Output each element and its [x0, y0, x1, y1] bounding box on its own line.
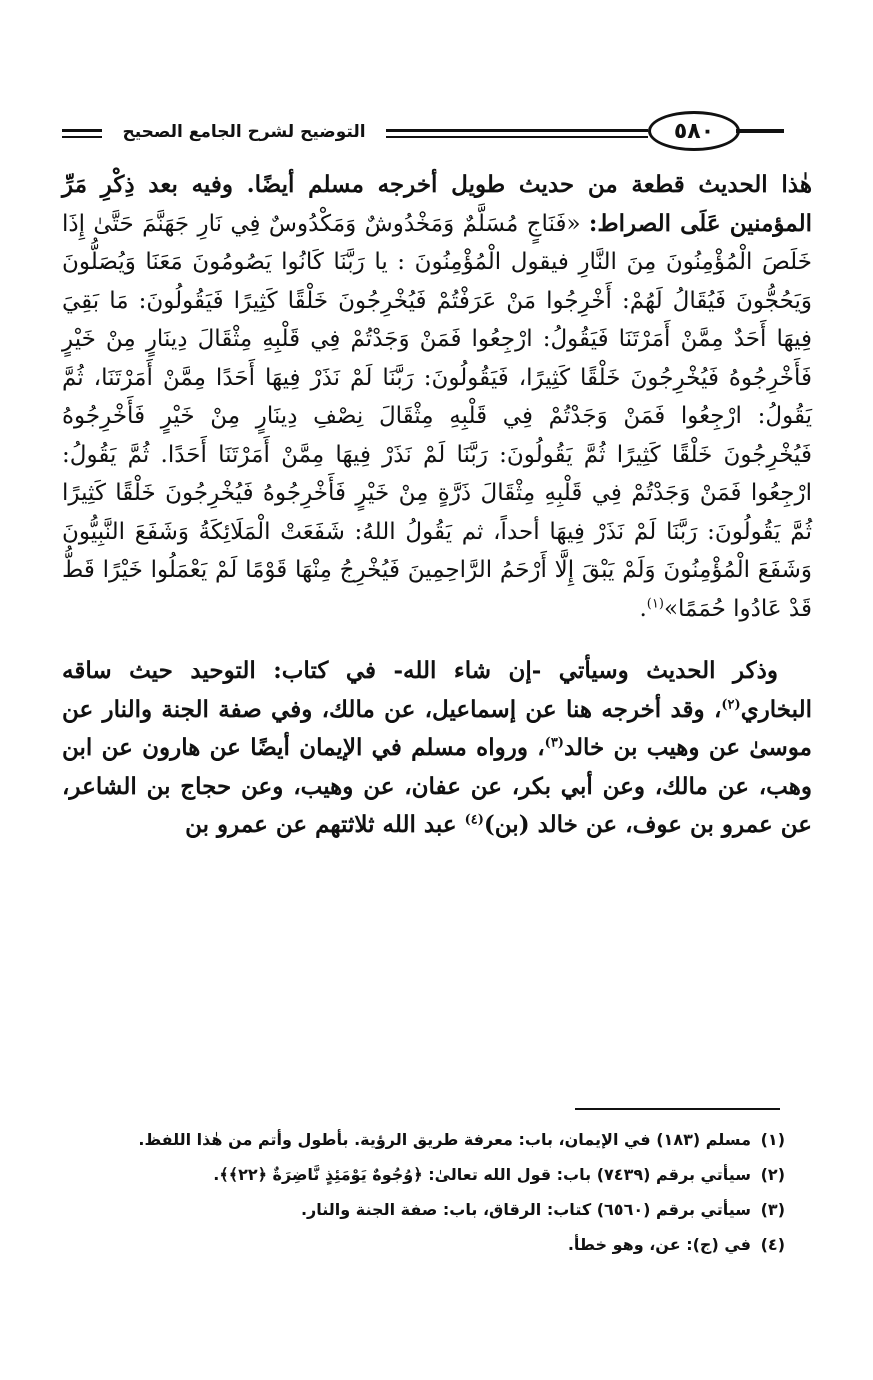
page-number-oval [648, 111, 740, 151]
footnote-text: في (ج): عن، وهو خطأ. [567, 1235, 751, 1254]
page-number-tail [736, 129, 784, 133]
commentary-part-3: ، ورواه مسلم في الإيمان أيضًا عن هارون عن ابن وهب، عن مالك، وعن أبي بكر، عن عفان، عن وهيب، وعن حجاج بن الشاعر، عن عمرو بن عوف، عن خالد (بن) [62, 734, 812, 838]
running-title: التوضيح لشرح الجامع الصحيح [122, 122, 366, 142]
footnote-separator [575, 1108, 780, 1110]
hadith-quote: فَنَاجٍ مُسَلَّمٌ وَمَخْدُوشٌ وَمَكْدُوسٌ فِي نَارِ جَهَنَّمَ حَتَّىٰ إِذَا خَلَصَ الْمُؤْمِنُونَ مِنَ النَّارِ فيقول الْمُؤْمِنُونَ : يا رَبَّنَا كَانُوا يَصُومُونَ مَعَنَا وَيُصَلُّونَ وَيَحُجُّونَ فَيُقَالُ لَهُمْ: أَخْرِجُوا مَنْ عَرَفْتُمْ فَيُخْرِجُونَ خَلْقًا كَثِيرًا فَيَقُولُونَ: مَا بَقِيَ فِيهَا أَحَدٌ مِمَّنْ أَمَرْتَنَا فَيَقُولُ: ارْجِعُوا فَمَنْ وَجَدْتُمْ فِي قَلْبِهِ مِثْقَالَ دِينَارٍ مِنْ خَيْرٍ فَأَخْرِجُوهُ فَيُخْرِجُونَ خَلْقًا كَثِيرًا، فَيَقُولُونَ: رَبَّنَا لَمْ نَذَرْ فِيهَا أَحَدًا مِمَّنْ أَمَرْتَنَا، ثُمَّ يَقُولُ: ارْجِعُوا فَمَنْ وَجَدْتُمْ فِي قَلْبِهِ مِثْقَالَ نِصْفِ دِينَارٍ مِنْ خَيْرٍ فَأَخْرِجُوهُ فَيُخْرِجُونَ خَلْقًا كَثِيرًا ثُمَّ يَقُولُونَ: رَبَّنَا لَمْ نَذَرْ فِيهَا مِمَّنْ أَمَرْتَنَا أَحَدًا. ثُمَّ يَقُولُ: ارْجِعُوا فَمَنْ وَجَدْتُمْ فِي قَلْبِهِ مِثْقَالَ ذَرَّةٍ مِنْ خَيْرٍ فَأَخْرِجُوهُ فَيُخْرِجُونَ خَلْقًا كَثِيرًا ثُمَّ يَقُولُونَ: رَبَّنَا لَمْ نَذَرْ فِيهَا أحداً، ثم يَقُولُ اللهُ: شَفَعَتْ الْمَلَائِكَةُ وَشَفَعَ النَّبِيُّونَ وَشَفَعَ الْمُؤْمِنُونَ وَلَمْ يَبْقَ إِلَّا أَرْحَمُ الرَّاحِمِينَ فَيُخْرِجُ مِنْهَا قَوْمًا لَمْ يَعْمَلُوا خَيْرًا قَطُّ قَدْ عَادُوا حُمَمًا [62, 210, 812, 622]
quote-close: » [663, 595, 679, 622]
footnotes [80, 1122, 785, 1262]
footnote-text: مسلم (١٨٣) في الإيمان، باب: معرفة طريق الرؤية. بأطول وأتم من هٰذا اللفظ. [138, 1130, 751, 1149]
header-rule-left [62, 129, 102, 132]
footnote-number: (١) [760, 1130, 785, 1149]
footnote-ref-4: (٤) [464, 812, 484, 828]
commentary-part-2: ، وقد أخرجه هنا عن إسماعيل، عن مالك، وفي صفة الجنة والنار عن موسىٰ عن وهيب بن خالد [62, 695, 812, 761]
footnote-number: (٣) [760, 1200, 785, 1219]
footnote-ref-3: (٣) [544, 735, 564, 751]
page-number: ٥٨٠ [673, 118, 715, 144]
paragraph-intro: هٰذا الحديث قطعة من حديث طويل أخرجه مسلم أيضًا. وفيه بعد ذِكْرِ مَرِّ المؤمنين عَلَى الصراط: [62, 171, 812, 237]
commentary-part-4: عبد الله ثلاثتهم عن عمرو بن [185, 811, 465, 838]
footnote-4 [80, 1227, 785, 1262]
paragraph-hadith [62, 166, 812, 628]
footnote-number: (٢) [760, 1165, 785, 1184]
footnote-ref-2: (٢) [721, 696, 741, 712]
footnote-text: سيأتي برقم (٦٥٦٠) كتاب: الرقاق، باب: صفة الجنة والنار. [300, 1200, 751, 1219]
footnote-ref-1: (١) [646, 595, 664, 611]
footnote-1 [80, 1122, 785, 1157]
footnote-3 [80, 1192, 785, 1227]
paragraph-commentary [62, 652, 812, 845]
header-rule-right [386, 129, 648, 132]
quote-tail: . [639, 595, 647, 622]
footnote-2 [80, 1157, 785, 1192]
main-text [62, 166, 812, 845]
footnote-text: سيأتي برقم (٧٤٣٩) باب: قول الله تعالىٰ: ﴿وُجُوهٌ يَوْمَئِذٍ نَّاضِرَةٌ ﴿٢٢﴾﴾. [213, 1165, 751, 1184]
commentary-part-1: وذكر الحديث وسيأتي -إن شاء الله- في كتاب: التوحيد حيث ساقه البخاري [62, 657, 812, 723]
quote-open: « [566, 210, 589, 237]
footnote-number: (٤) [760, 1235, 785, 1254]
